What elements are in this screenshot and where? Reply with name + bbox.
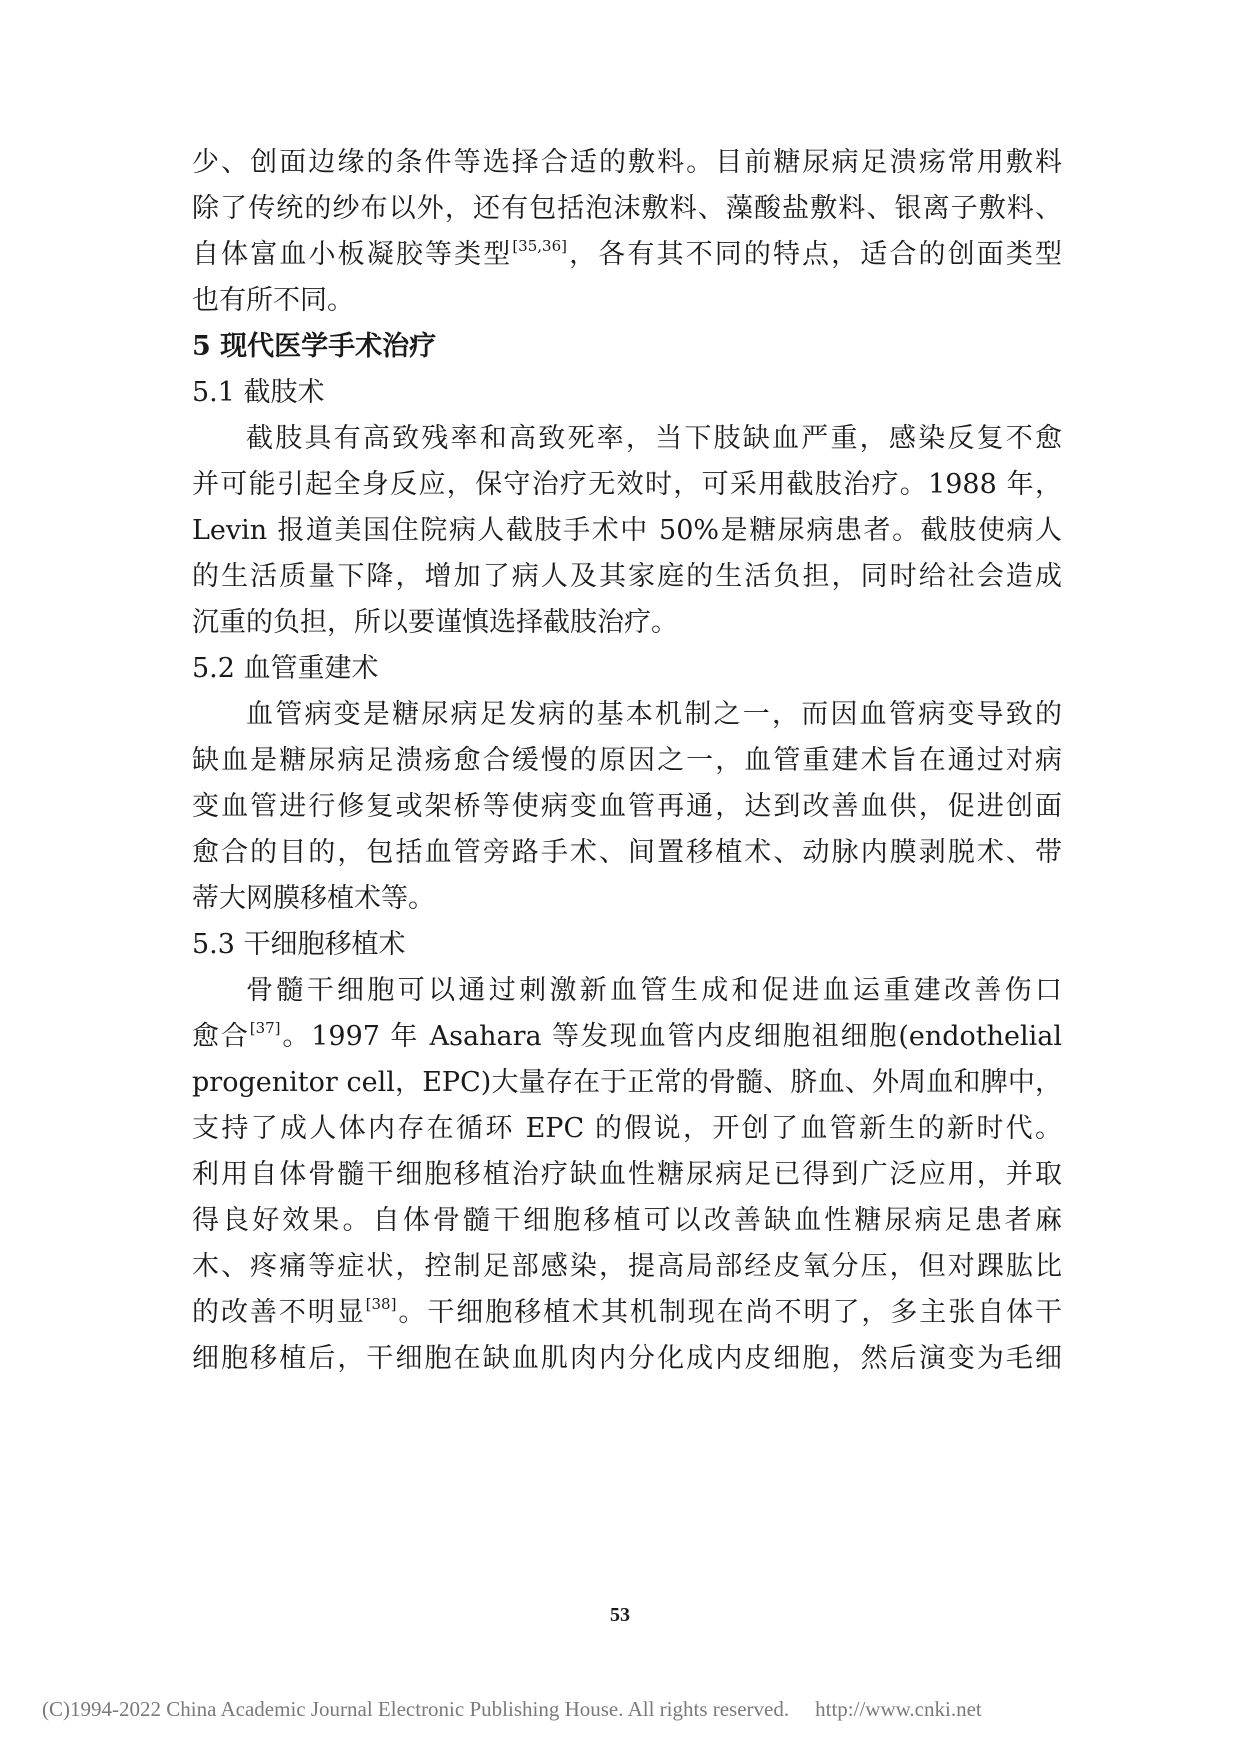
paragraph-line: 血管病变是糖尿病足发病的基本机制之一，而因血管病变导致的 [246,699,1062,730]
paragraph-line: 沉重的负担，所以要谨慎选择截肢治疗。 [192,607,678,638]
line-text: 。1997 年 Asahara 等发现血管内皮细胞祖细胞(endothelial [280,1021,1062,1052]
citation-ref: [35,36] [512,237,567,255]
line-text: 自体富血小板凝胶等类型 [192,239,513,270]
paragraph-line: 细胞移植后，干细胞在缺血肌肉内分化成内皮细胞，然后演变为毛细 [192,1343,1062,1374]
line-text: 的改善不明显 [192,1297,366,1328]
subsection-heading: 5.1 截肢术 [192,377,325,408]
paragraph-line: 缺血是糖尿病足溃疡愈合缓慢的原因之一，血管重建术旨在通过对病 [192,745,1062,776]
section-heading: 5 现代医学手术治疗 [192,331,437,362]
paragraph-line: 除了传统的纱布以外，还有包括泡沫敷料、藻酸盐敷料、银离子敷料、 [192,193,1062,224]
paragraph-line: 并可能引起全身反应，保守治疗无效时，可采用截肢治疗。1988 年， [192,469,1062,500]
paragraph-line: 截肢具有高致残率和高致死率，当下肢缺血严重，感染反复不愈 [246,423,1062,454]
citation-ref: [38] [365,1295,397,1313]
copyright-footer [42,1697,1222,1722]
paragraph-line [192,1014,1062,1060]
paragraph-line: 利用自体骨髓干细胞移植治疗缺血性糖尿病足已得到广泛应用，并取 [192,1159,1062,1190]
paragraph-line: 蒂大网膜移植术等。 [192,883,435,914]
paragraph-line: 的生活质量下降，增加了病人及其家庭的生活负担，同时给社会造成 [192,561,1062,592]
page-number: 53 [610,1604,630,1626]
paragraph-line: 得良好效果。自体骨髓干细胞移植可以改善缺血性糖尿病足患者麻 [192,1205,1062,1236]
paragraph-line: progenitor cell，EPC)大量存在于正常的骨髓、脐血、外周血和脾中， [192,1067,1062,1098]
subsection-heading: 5.3 干细胞移植术 [192,929,406,960]
citation-ref: [37] [249,1019,281,1037]
copyright-text: (C)1994-2022 China Academic Journal Electronic Publishing House. All rights reserved. [42,1697,790,1721]
paragraph-line: 也有所不同。 [192,285,354,316]
paragraph-line [192,232,1062,278]
paragraph-line: 少、创面边缘的条件等选择合适的敷料。目前糖尿病足溃疡常用敷料 [192,147,1062,178]
paragraph-line: 支持了成人体内存在循环 EPC 的假说，开创了血管新生的新时代。 [192,1113,1062,1144]
footer-url[interactable]: http://www.cnki.net [815,1697,982,1721]
paragraph-line: 愈合的目的，包括血管旁路手术、间置移植术、动脉内膜剥脱术、带 [192,837,1062,868]
line-text: 。干细胞移植术其机制现在尚不明了，多主张自体干 [396,1297,1062,1328]
paragraph-line: 变血管进行修复或架桥等使病变血管再通，达到改善血供，促进创面 [192,791,1062,822]
line-text: 愈合 [192,1021,250,1052]
paragraph-line: 骨髓干细胞可以通过刺激新血管生成和促进血运重建改善伤口 [246,975,1062,1006]
subsection-heading: 5.2 血管重建术 [192,653,379,684]
line-text: ，各有其不同的特点，适合的创面类型 [566,239,1062,270]
paragraph-line: 木、疼痛等症状，控制足部感染，提高局部经皮氧分压，但对踝肱比 [192,1251,1062,1282]
paragraph-line: Levin 报道美国住院病人截肢手术中 50%是糖尿病患者。截肢使病人 [192,515,1062,546]
paragraph-line [192,1290,1062,1336]
